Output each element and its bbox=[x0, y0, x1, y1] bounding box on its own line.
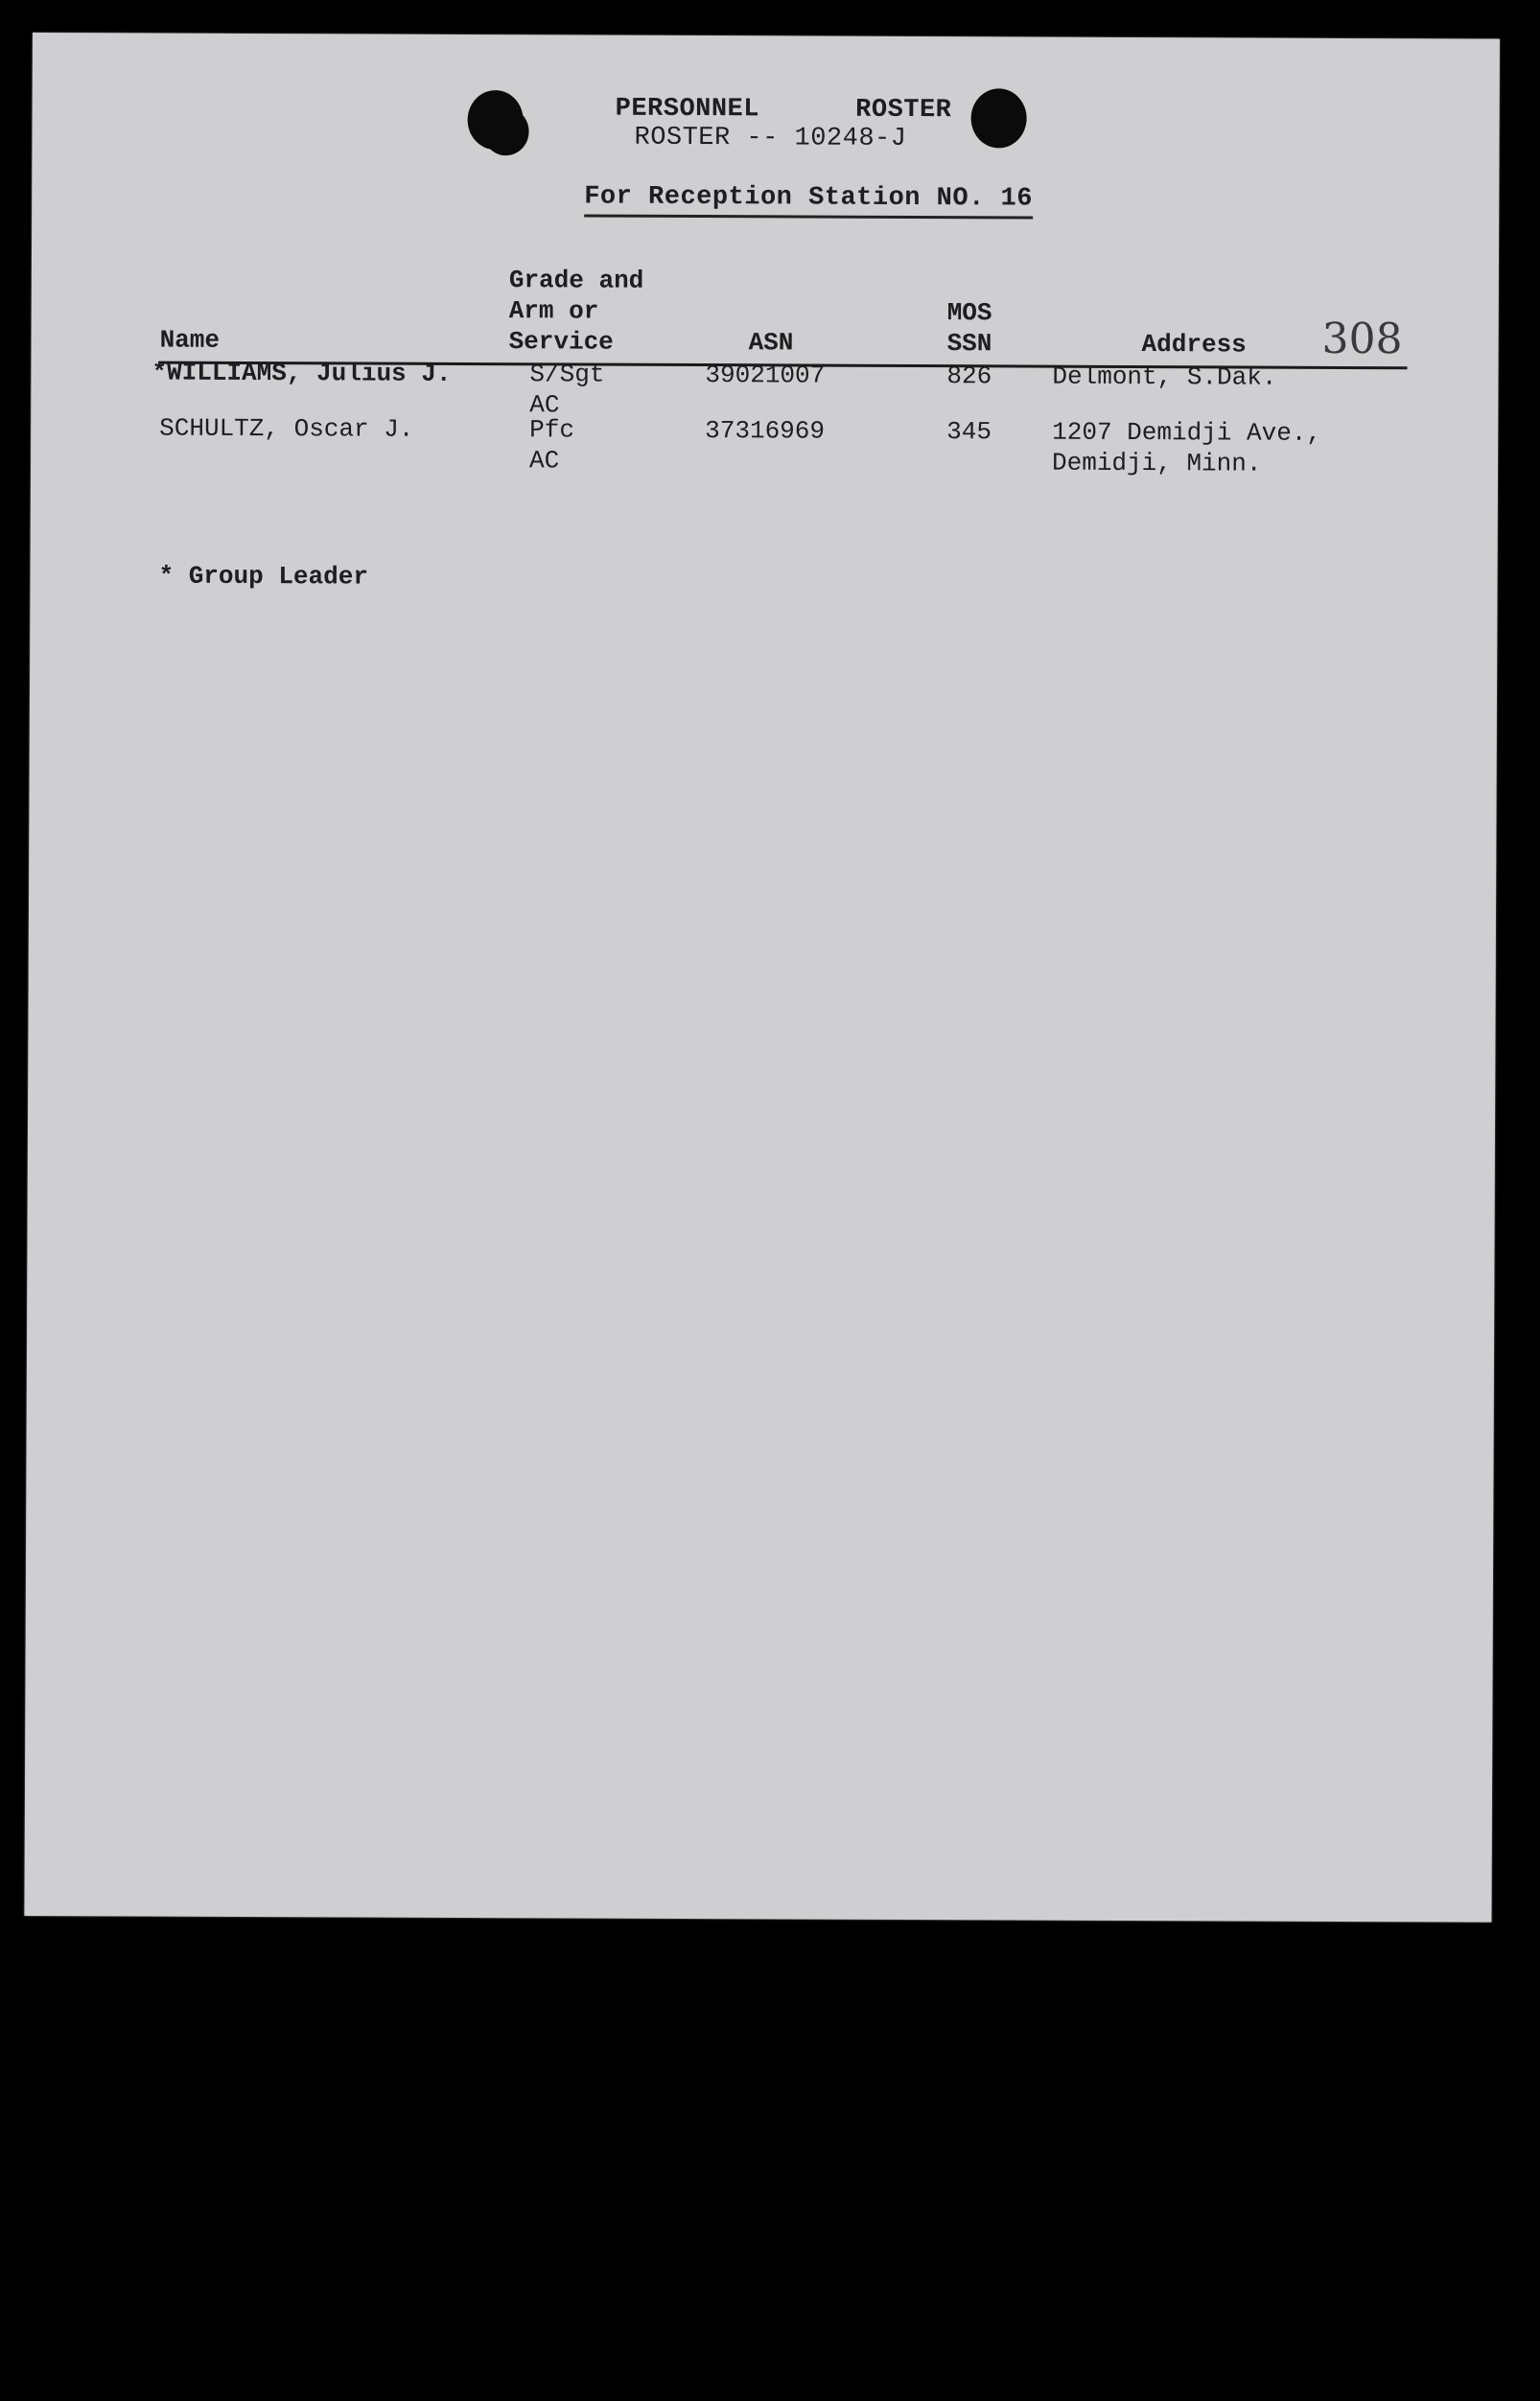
column-header-name: Name bbox=[159, 325, 221, 355]
document-title: PERSONNEL ROSTER bbox=[615, 94, 952, 126]
row1-asn: 39021007 bbox=[705, 361, 826, 390]
row2-address: 1207 Demidji Ave., Demidji, Minn. bbox=[1051, 417, 1322, 478]
row1-grade: S/Sgt AC bbox=[529, 360, 605, 420]
page-number: 308 bbox=[1321, 314, 1403, 364]
row2-asn: 37316969 bbox=[705, 416, 826, 446]
reception-station-subtitle: For Reception Station NO. 16 bbox=[584, 183, 1033, 220]
punch-hole-right bbox=[970, 88, 1026, 148]
roster-number: ROSTER -- 10248-J bbox=[634, 123, 907, 153]
column-header-grade: Grade and Arm or Service bbox=[508, 266, 644, 357]
row1-mos: 826 bbox=[946, 361, 992, 391]
column-header-address: Address bbox=[1141, 330, 1247, 360]
row2-grade: Pfc AC bbox=[528, 415, 575, 476]
column-header-mos: MOS SSN bbox=[946, 298, 992, 359]
column-header-asn: ASN bbox=[748, 328, 794, 358]
row2-mos: 345 bbox=[946, 417, 992, 447]
row1-address: Delmont, S.Dak. bbox=[1052, 361, 1277, 392]
row2-name: SCHULTZ, Oscar J. bbox=[159, 413, 414, 444]
group-leader-footnote: * Group Leader bbox=[158, 561, 369, 592]
roster-page bbox=[24, 33, 1500, 1923]
punch-hole-left bbox=[467, 90, 523, 150]
row1-name: *WILLIAMS, Julius J. bbox=[152, 358, 452, 388]
